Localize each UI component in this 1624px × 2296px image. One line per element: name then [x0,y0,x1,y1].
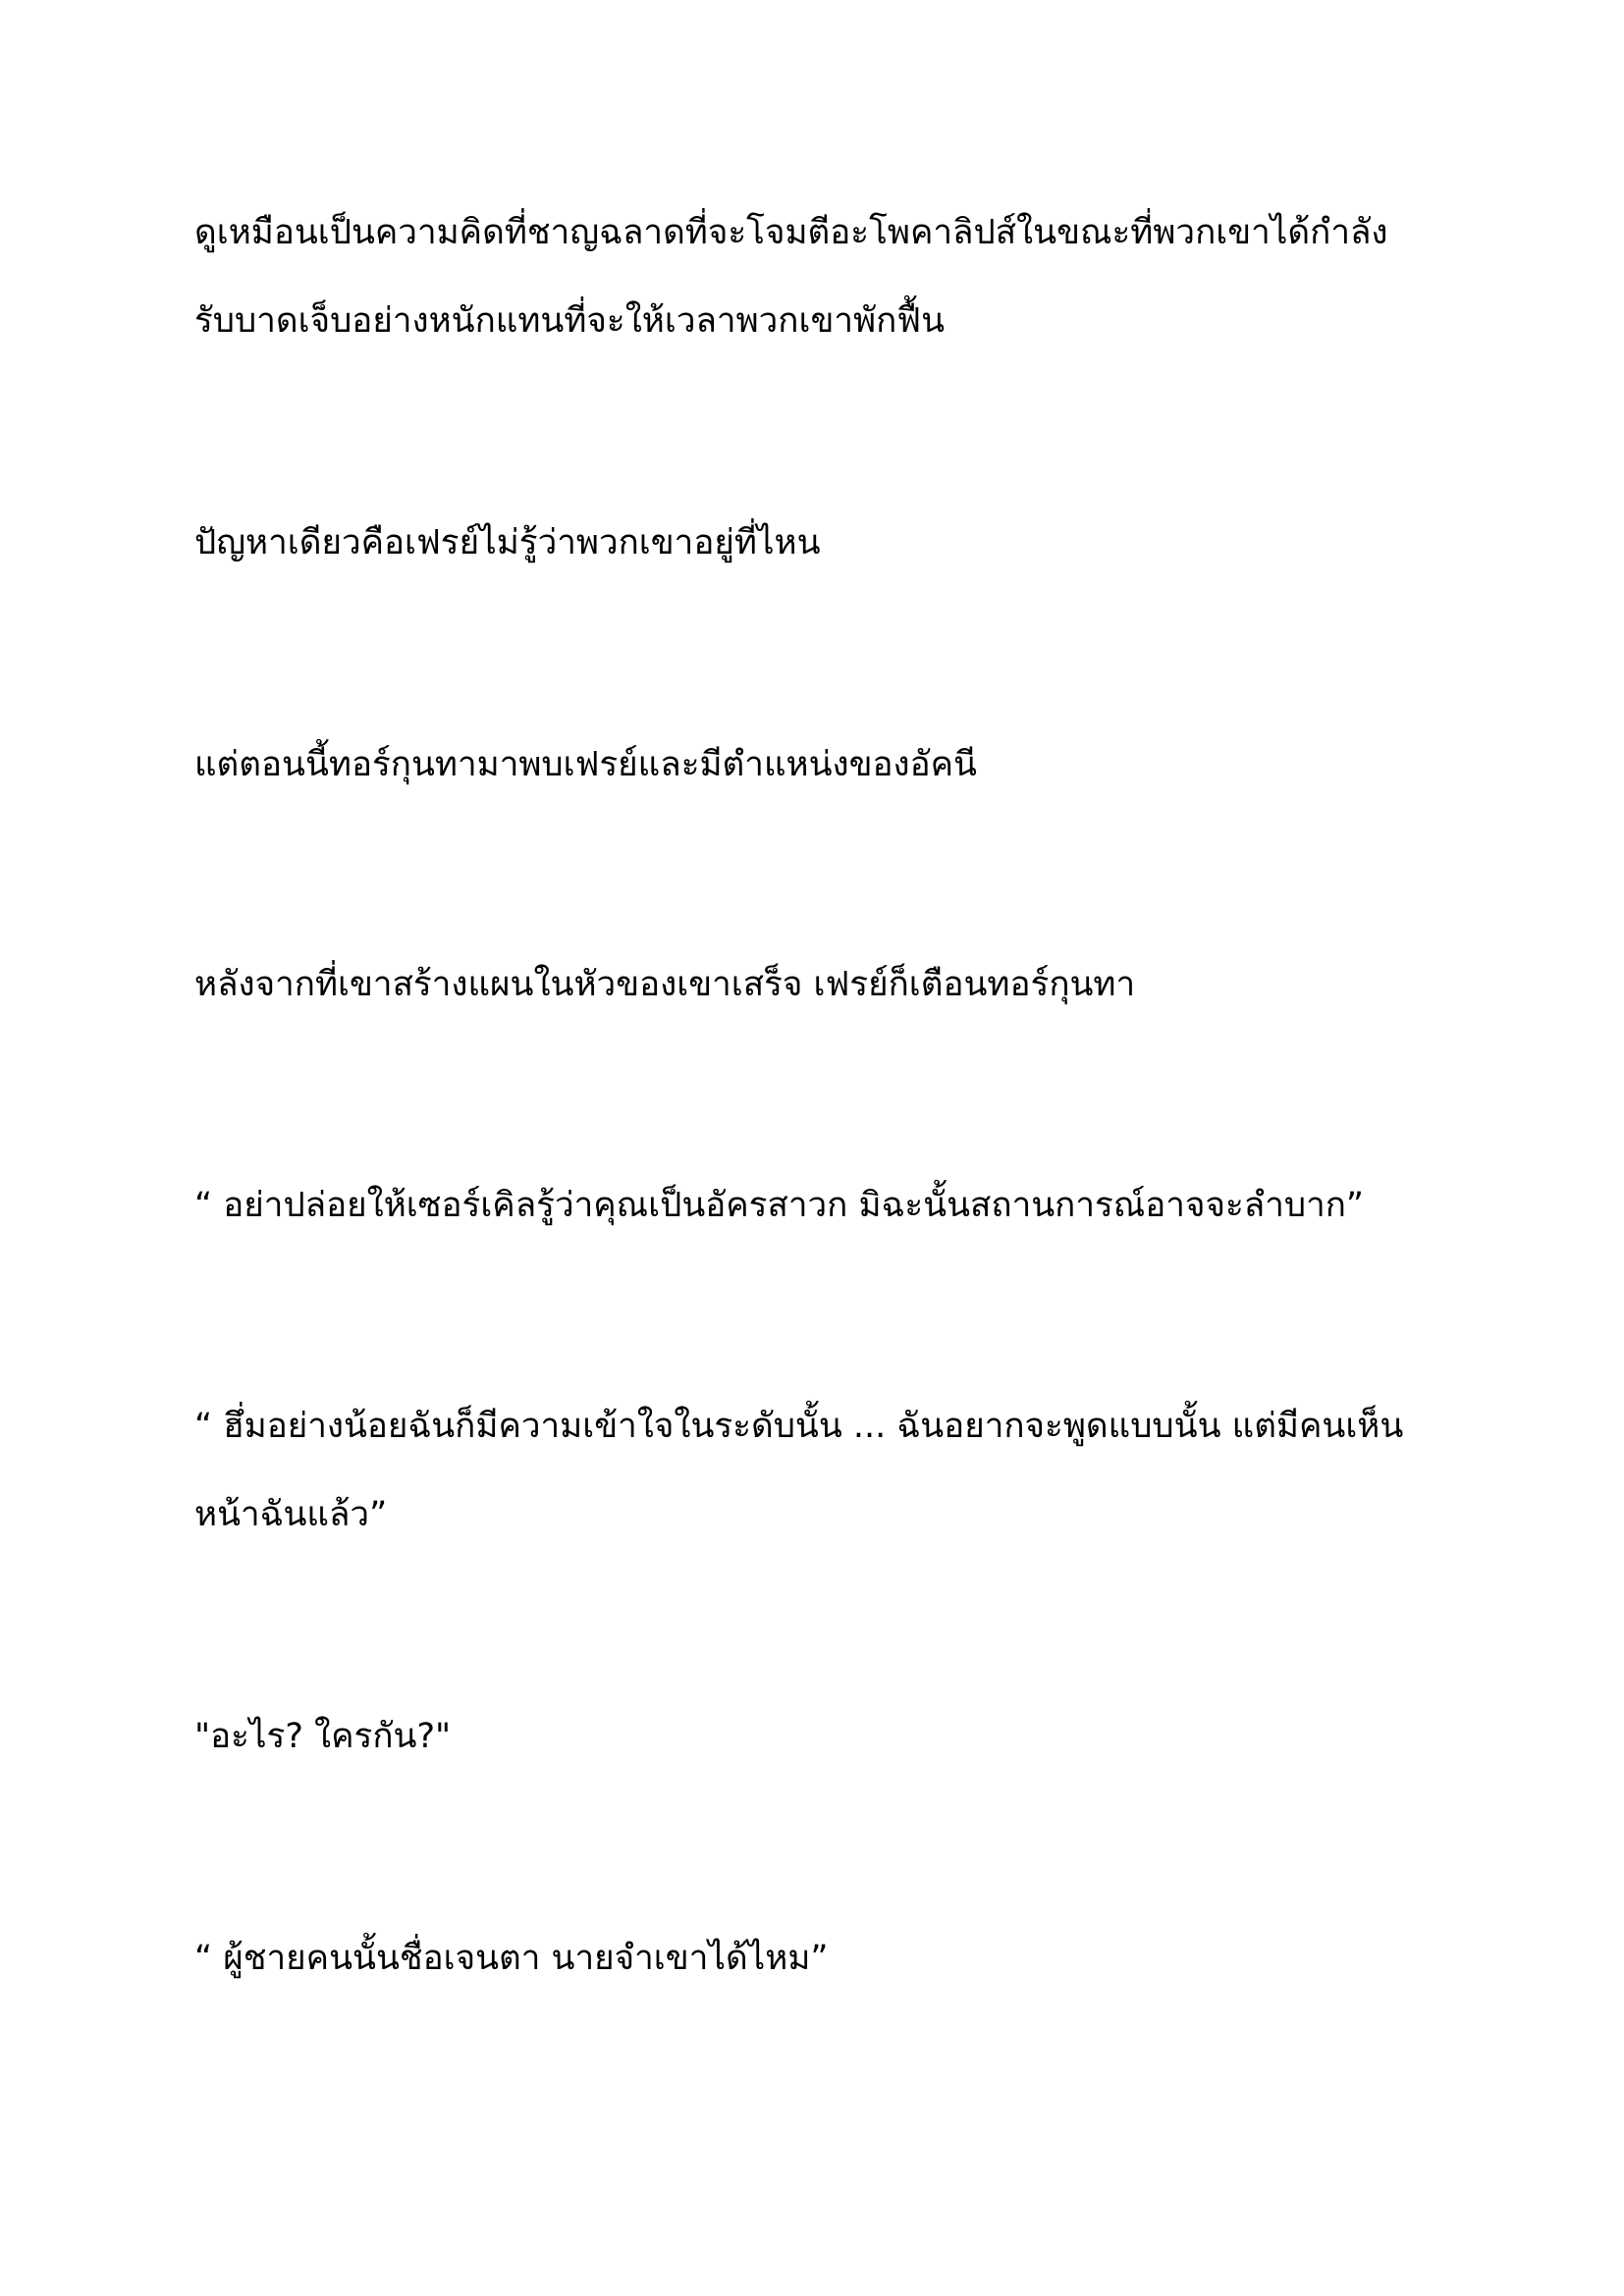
paragraph-line: ดูเหมือนเป็นความคิดที่ชาญฉลาดที่จะโจมตีอะโพคาลิปส์ในขณะที่พวกเขาได้กำลัง [194,213,1388,252]
paragraph-line: หน้าฉันแล้ว” [194,1495,388,1534]
paragraph-line: “ ผู้ชายคนนั้นชื่อเจนตา นายจำเขาได้ไหม” [194,1939,829,1978]
paragraph-4 [194,940,1471,1029]
paragraph-line: ปัญหาเดียวคือเฟรย์ไม่รู้ว่าพวกเขาอยู่ที่ไหน [194,523,821,562]
paragraph-6 [194,1382,1471,1559]
paragraph-line: รับบาดเจ็บอย่างหนักแทนที่จะให้เวลาพวกเขาพักฟื้น [194,301,946,341]
paragraph-line: หลังจากที่เขาสร้างแผนในหัวของเขาเสร็จ เฟรย์ก็เตือนทอร์กุนทา [194,965,1136,1004]
paragraph-line: แต่ตอนนี้ทอร์กุนทามาพบเฟรย์และมีตำแหน่งของอัคนี [194,745,977,784]
paragraph-line: “ ฮึ่มอย่างน้อยฉันก็มีความเข้าใจในระดับนั้น ... ฉันอยากจะพูดแบบนั้น แต่มีคนเห็น [194,1407,1404,1446]
paragraph-7 [194,1692,1471,1781]
paragraph-line: “ อย่าปล่อยให้เซอร์เคิลรู้ว่าคุณเป็นอัครสาวก มิฉะนั้นสถานการณ์อาจจะลำบาก” [194,1186,1365,1225]
paragraph-2 [194,499,1471,587]
paragraph-3 [194,721,1471,809]
paragraph-line: "อะไร? ใครกัน?" [194,1717,452,1756]
paragraph-1 [194,188,1471,365]
paragraph-8 [194,1914,1471,2002]
paragraph-5 [194,1161,1471,1250]
